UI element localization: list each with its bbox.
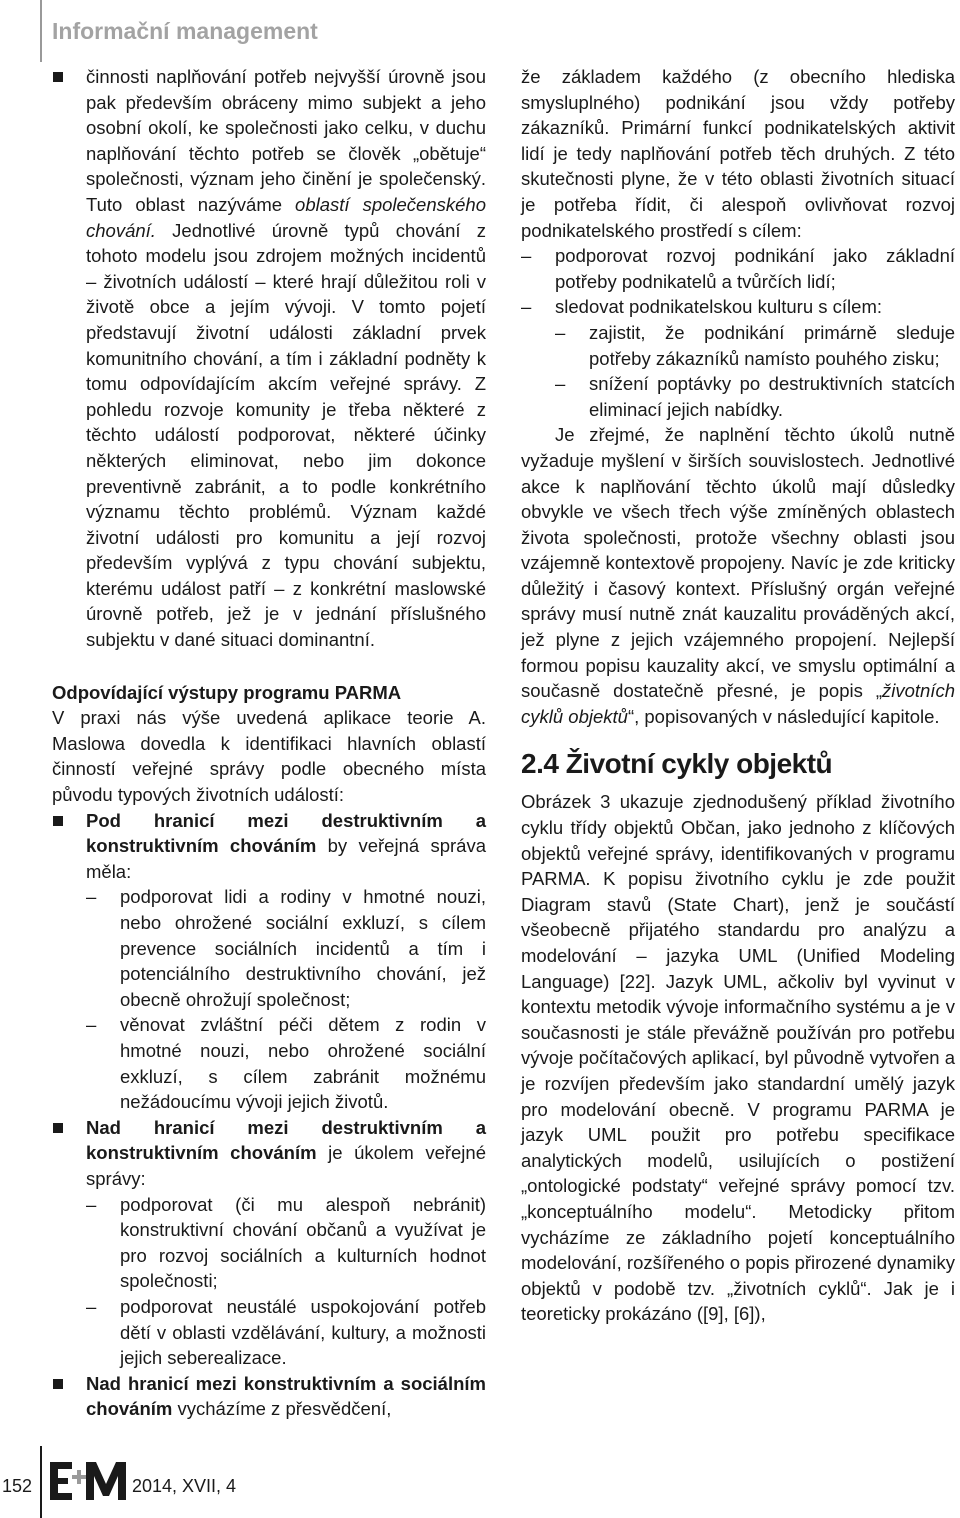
outputs-list bbox=[52, 808, 486, 1422]
paragraph-text: Je zřejmé, že naplnění těchto úkolů nutně vyžaduje myšlení v širších souvislostech. Jednotlivé akce k naplňování těchto úkolů mají důsledky obvykle ve všech třech výše zmíněných oblastech života společnosti, protože všechny oblasti jsou vzájemně kontextově propojeny. Navíc je zde kriticky důležitý i časový kontext. Příslušný orgán veřejné správy musí nutně znát kauzalitu prováděných akcí, jež plyne z jejich vzájemného propojení. Nejlepší formou popisu kauzality akcí, ve smyslu optimální a současně dostatečně přesné, je popis „ bbox=[521, 424, 955, 702]
paragraph-text-end: “, popisovaných v následující kapitole. bbox=[627, 705, 940, 727]
body-paragraph: Obrázek 3 ukazuje zjednodušený příklad životního cyklu třídy objektů Občan, jako jednoho z klíčových objektů veřejné správy, identifikovaných v programu PARMA. K popisu životního cyklu je zde použit Diagram stavů (State Chart), jenž je součástí všeobecně přijatého standardu pro analýzu a modelování – jazyka UML (Unified Modeling Language) [22]. Jazyk UML, ačkoliv byl vyvinut v kontextu metodik vývoje informačního systému a je v současnosti je stále převážně používán pro potřebu vývoje počítačových aplikací, byl původně vytvořen a je rozvíjen především jako standardní umělý jazyk pro modelování obecně. V programu PARMA je jazyk UML použit pro potřebu specifikace analytických modelů, usilujících o postižení „ontologické podstaty“ veřejné správy pomocí tzv. „konceptuálního modelu“. Metodicky přitom vycházíme ze základního pojetí konceptuálního modelování, rozšířeného o popis přirozené dynamiky objektů v podobě tzv. „životních cyklů“. Jak je i teoreticky prokázáno ([9], [6]), bbox=[521, 791, 955, 1325]
item-rest: je úkolem veřejné správy: bbox=[86, 1142, 486, 1189]
sub-list bbox=[86, 884, 486, 1114]
item-bold-lead: Nad hranicí mezi destruktivním a konstruktivním chováním bbox=[86, 1116, 486, 1164]
sub-list-item: – podporovat rozvoj podnikání jako základní potřeby podnikatelů a tvůrčích lidí; bbox=[521, 243, 955, 294]
header-rule bbox=[40, 0, 42, 62]
sub-list-item: – věnovat zvláštní péči dětem z rodin v hmotné nouzi, nebo ohrožené sociální exkluzí, s cílem zabránit možnému nežádoucímu vývoji jejich životů. bbox=[86, 1012, 486, 1114]
sub-list-item bbox=[521, 294, 955, 422]
sub-list bbox=[86, 1192, 486, 1371]
intro-paragraph: V praxi nás výše uvedená aplikace teorie A. Maslowa dovedla k identifikaci hlavních oblastí činností veřejné správy podle obecného místa původu typových životních událostí: bbox=[52, 707, 486, 806]
footer-rule bbox=[40, 1446, 42, 1518]
item-bold-lead: Nad hranicí mezi konstruktivním a sociálním chováním bbox=[86, 1372, 486, 1420]
list-item bbox=[52, 808, 486, 1115]
running-header: Informační management bbox=[52, 18, 318, 44]
left-bullet-list-top bbox=[52, 64, 486, 653]
sub-list-item: – podporovat (či mu alespoň nebránit) konstruktivní chování občanů a využívat je pro rozvoj sociálních a kulturních hodnot společnosti; bbox=[86, 1192, 486, 1294]
page-number: 152 bbox=[2, 1476, 33, 1496]
body-paragraph bbox=[521, 422, 955, 729]
right-column bbox=[521, 64, 955, 1327]
list-item bbox=[52, 1371, 486, 1422]
item-rest: by veřejná správa měla: bbox=[86, 835, 486, 882]
journal-logo bbox=[50, 1458, 128, 1504]
nested-list-item: – snížení poptávky po destruktivních statcích eliminací jejich nabídky. bbox=[555, 371, 955, 422]
section-title: 2.4 Životní cykly objektů bbox=[521, 748, 833, 780]
bullet-text-continued: Jednotlivé úrovně typů chování z tohoto modelu jsou zdrojem možných incidentů – životních událostí – které hrají důležitou roli v životě obce a jejím vývoji. V tomto pojetí představují životní události základní prvek komunitního chování, a tím i základní podněty k tomu odpovídajícím akcím veřejné správy. Z pohledu rozvoje komunity je třeba některé z těchto událostí podporovat, některé účinky některých eliminovat, nebo jim dokonce preventivně zabránit, a to podle konkrétního významu těchto problémů. Význam každé životní události pro komunitu a její rozvoj především vyplývá z typu chování subjektu, kterému událost patří – z konkrétní maslowské úrovně potřeb, jež je v jednání příslušného subjektu v dané situaci dominantní. bbox=[86, 219, 486, 651]
left-column bbox=[52, 64, 486, 1422]
sub-list-item: – podporovat neustálé uspokojování potřeb dětí v oblasti vzdělávání, kultury, a možnosti jejich seberealizace. bbox=[86, 1294, 486, 1371]
item-bold-lead: Pod hranicí mezi destruktivním a konstruktivním chováním bbox=[86, 809, 486, 857]
bullet-emphasis: oblastí společenského chování. bbox=[86, 193, 486, 241]
goals-list bbox=[521, 243, 955, 422]
nested-list-item: – zajistit, že podnikání primárně sleduje potřeby zákazníků namísto pouhého zisku; bbox=[555, 320, 955, 371]
sub-list-item-text: sledovat podnikatelskou kulturu s cílem: bbox=[555, 296, 883, 318]
nested-list bbox=[555, 320, 955, 422]
paragraph-emphasis: životních cyklů objektů bbox=[521, 680, 955, 727]
sub-list-item: – podporovat lidi a rodiny v hmotné nouzi, nebo ohrožené sociální exkluzí, s cílem prevence sociálních incidentů a tím i potenciálního destruktivního chování, jež obecně ohrožují společnost; bbox=[86, 884, 486, 1012]
subsection-heading: Odpovídající výstupy programu PARMA bbox=[52, 681, 402, 703]
continued-paragraph: že základem každého (z obecního hlediska smysluplného) podnikání jsou vždy potřeby zákazníků. Primární funkcí podnikatelských aktivit lidí je tedy naplňování potřeb těch druhých. Z této skutečnosti plyne, že v této oblasti životních situací je potřeba řídit, či alespoň ovlivňovat rozvoj podnikatelského prostředí s cílem: bbox=[521, 66, 955, 241]
bullet-text: činnosti naplňování potřeb nejvyšší úrovně jsou pak především obráceny mimo subjekt a jeho osobní okolí, ke společnosti jako celku, v duchu naplňování těchto potřeb se člověk „obětuje“ společnosti, význam jeho činění je společenský. Tuto oblast nazýváme bbox=[86, 66, 486, 215]
item-rest: vycházíme z přesvědčení, bbox=[172, 1398, 392, 1420]
list-item bbox=[52, 1115, 486, 1371]
issue-info: 2014, XVII, 4 bbox=[132, 1476, 237, 1496]
list-item bbox=[52, 64, 486, 653]
